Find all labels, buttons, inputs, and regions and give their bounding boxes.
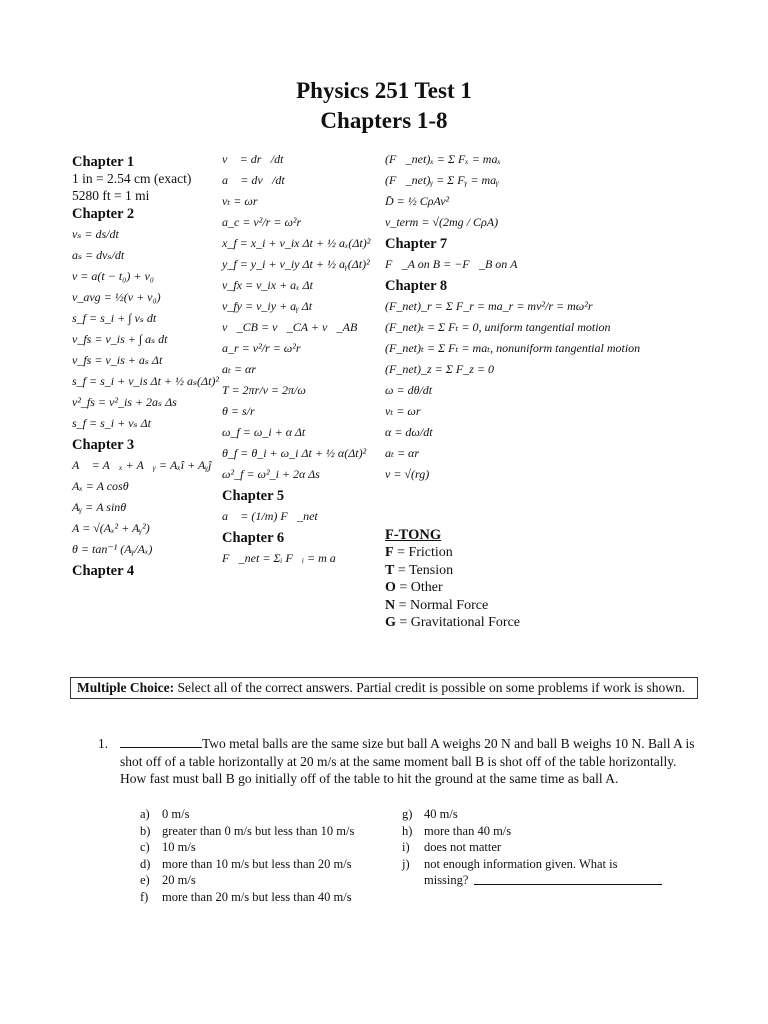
formula: D̄ = ½ CρAv² bbox=[385, 194, 450, 208]
multiple-choice-text: Select all of the correct answers. Partial credit is possible on some problems if work is shown. bbox=[174, 680, 686, 695]
option-text: more than 40 m/s bbox=[424, 823, 512, 838]
formula: y_f = y_i + v_iy Δt + ½ aᵧ(Δt)² bbox=[222, 257, 370, 271]
formula: ω²_f = ω²_i + 2α Δs bbox=[222, 467, 320, 481]
option-letter: g) bbox=[402, 807, 413, 821]
formula-column-2 bbox=[222, 148, 384, 571]
formula: (F⃗_net)ₓ = Σ Fₓ = maₓ bbox=[385, 152, 501, 166]
ftong-meaning: = Friction bbox=[393, 545, 453, 560]
formula: v = a(t − t₀) + v₀ bbox=[72, 269, 154, 283]
ftong-item bbox=[385, 614, 585, 632]
formula: s_f = s_i + v_is Δt + ½ aₛ(Δt)² bbox=[72, 374, 220, 388]
formula: v⃗_CB = v⃗_CA + v⃗_AB bbox=[222, 320, 358, 334]
option-text: more than 20 m/s but less than 40 m/s bbox=[162, 889, 352, 904]
ftong-letter: O bbox=[385, 580, 396, 595]
ftong-letter: F bbox=[385, 545, 394, 560]
formula: (F_net)_z = Σ F_z = 0 bbox=[385, 362, 494, 376]
option-letter: i) bbox=[402, 840, 410, 854]
option-letter: d) bbox=[140, 856, 151, 871]
formula-column-1 bbox=[72, 152, 222, 580]
option-text: 40 m/s bbox=[424, 807, 458, 821]
formula: Aₓ = A cosθ bbox=[72, 479, 129, 493]
formula: A⃗ = A⃗ₓ + A⃗ᵧ = Aₓî + Aᵧĵ bbox=[72, 458, 212, 472]
ftong-item bbox=[385, 544, 585, 562]
answer-option[interactable] bbox=[140, 889, 390, 906]
ftong-mnemonic bbox=[385, 527, 585, 632]
options-right bbox=[402, 806, 692, 889]
formula: v_fs = v_is + ∫ aₛ dt bbox=[72, 332, 168, 346]
chapter-heading: Chapter 1 bbox=[72, 154, 135, 170]
ftong-item bbox=[385, 579, 585, 597]
formula: (F_net)_r = Σ F_r = ma_r = mv²/r = mω²r bbox=[385, 299, 593, 313]
formula: v_fx = v_ix + aₓ Δt bbox=[222, 278, 313, 292]
formula: ω = dθ/dt bbox=[385, 383, 433, 397]
formula: aₜ = αr bbox=[385, 446, 420, 460]
formula: s_f = s_i + ∫ vₛ dt bbox=[72, 311, 157, 325]
option-text: not enough information given. What is bbox=[424, 856, 618, 871]
option-letter: b) bbox=[140, 823, 151, 838]
answer-option[interactable] bbox=[140, 839, 390, 856]
conversion-fact: 5280 ft = 1 mi bbox=[72, 187, 150, 203]
chapter-heading: Chapter 6 bbox=[222, 530, 285, 546]
formula: v²_fs = v²_is + 2aₛ Δs bbox=[72, 395, 177, 409]
ftong-meaning: = Normal Force bbox=[395, 597, 489, 613]
chapter-heading: Chapter 7 bbox=[385, 236, 448, 252]
answer-option[interactable] bbox=[140, 856, 390, 873]
option-text: 10 m/s bbox=[162, 840, 196, 854]
formula: a_r = v²/r = ω²r bbox=[222, 341, 301, 355]
formula: θ = s/r bbox=[222, 404, 255, 418]
conversion-fact: 1 in = 2.54 cm (exact) bbox=[72, 171, 192, 186]
chapter-heading: Chapter 8 bbox=[385, 278, 448, 294]
formula: v⃗ = dr⃗/dt bbox=[222, 152, 284, 166]
formula: F⃗_A on B = −F⃗_B on A bbox=[385, 257, 518, 271]
answer-option[interactable] bbox=[140, 872, 390, 889]
answer-option[interactable] bbox=[140, 806, 390, 823]
formula: v_avg = ½(v + v₀) bbox=[72, 290, 161, 304]
option-letter: c) bbox=[140, 840, 150, 854]
ftong-meaning: = Tension bbox=[394, 562, 454, 578]
answer-option[interactable] bbox=[402, 872, 692, 889]
chapter-heading: Chapter 3 bbox=[72, 437, 135, 453]
answer-option[interactable] bbox=[402, 823, 692, 840]
formula: vₜ = ωr bbox=[222, 194, 258, 208]
option-text: missing? bbox=[424, 873, 469, 887]
ftong-item bbox=[385, 562, 585, 580]
formula: a⃗ = (1/m) F⃗_net bbox=[222, 509, 318, 523]
option-letter: f) bbox=[140, 889, 149, 904]
page-title: Physics 251 Test 1 bbox=[296, 78, 472, 103]
option-text: 0 m/s bbox=[162, 807, 190, 821]
option-letter: h) bbox=[402, 823, 413, 838]
option-letter: a) bbox=[140, 807, 150, 821]
question-1 bbox=[98, 735, 698, 788]
formula: vₛ = ds/dt bbox=[72, 227, 119, 241]
answer-option[interactable] bbox=[402, 839, 692, 856]
formula: θ_f = θ_i + ω_i Δt + ½ α(Δt)² bbox=[222, 446, 367, 460]
answer-option[interactable] bbox=[140, 823, 390, 840]
missing-info-blank[interactable] bbox=[474, 872, 662, 885]
formula: A = √(Aₓ² + Aᵧ²) bbox=[72, 521, 150, 535]
multiple-choice-label: Multiple Choice: bbox=[77, 680, 175, 695]
formula: s_f = s_i + vₛ Δt bbox=[72, 416, 151, 430]
formula: θ = tan⁻¹ (Aᵧ/Aₓ) bbox=[72, 542, 153, 556]
formula-column-3 bbox=[385, 148, 685, 487]
option-text: more than 10 m/s but less than 20 m/s bbox=[162, 856, 352, 871]
multiple-choice-instructions bbox=[70, 677, 698, 699]
ftong-title: F-TONG bbox=[385, 527, 442, 543]
chapter-heading: Chapter 4 bbox=[72, 563, 135, 579]
option-letter: j) bbox=[402, 856, 410, 871]
formula: aₛ = dvₛ/dt bbox=[72, 248, 125, 262]
formula: Aᵧ = A sinθ bbox=[72, 500, 127, 514]
chapter-heading: Chapter 2 bbox=[72, 206, 135, 222]
formula: (F_net)ₜ = Σ Fₜ = maₜ, nonuniform tangential motion bbox=[385, 341, 641, 355]
answer-blank[interactable] bbox=[120, 735, 202, 748]
question-stem: Two metal balls are the same size but ball A weighs 20 N and ball B weighs 10 N. Ball A is shot off of a table horizontally at 20 m/s at the same moment ball B is shot off of the table horizontally. How fast must ball B go initially off of the table to hit the ground at the same time as ball A. bbox=[120, 736, 695, 786]
answer-option[interactable] bbox=[402, 806, 692, 823]
formula: (F_net)ₜ = Σ Fₜ = 0, uniform tangential motion bbox=[385, 320, 611, 334]
formula: v_fs = v_is + aₛ Δt bbox=[72, 353, 163, 367]
formula: x_f = x_i + v_ix Δt + ½ aₓ(Δt)² bbox=[222, 236, 371, 250]
question-number: 1. bbox=[98, 736, 109, 751]
options-left bbox=[140, 806, 390, 905]
option-letter: e) bbox=[140, 873, 150, 887]
ftong-letter: G bbox=[385, 615, 396, 630]
ftong-letter: N bbox=[385, 597, 396, 613]
option-letter bbox=[402, 872, 424, 889]
option-text: does not matter bbox=[424, 840, 502, 854]
formula: a_c = v²/r = ω²r bbox=[222, 215, 302, 229]
formula: T = 2πr/v = 2π/ω bbox=[222, 383, 306, 397]
formula: v_fy = v_iy + aᵧ Δt bbox=[222, 299, 313, 313]
formula: F⃗_net = Σᵢ F⃗ᵢ = m a⃗ bbox=[222, 551, 346, 565]
formula: ω_f = ω_i + α Δt bbox=[222, 425, 306, 439]
formula: α = dω/dt bbox=[385, 425, 433, 439]
ftong-meaning: = Other bbox=[395, 580, 443, 595]
ftong-item bbox=[385, 597, 585, 615]
formula: v = √(rg) bbox=[385, 467, 430, 481]
formula: (F⃗_net)ᵧ = Σ Fᵧ = maᵧ bbox=[385, 173, 499, 187]
formula: aₜ = αr bbox=[222, 362, 257, 376]
formula: v_term = √(2mg / CρA) bbox=[385, 215, 499, 229]
formula: a⃗ = dv⃗/dt bbox=[222, 173, 285, 187]
ftong-letter: T bbox=[385, 562, 395, 578]
formula: vₜ = ωr bbox=[385, 404, 421, 418]
chapter-heading: Chapter 5 bbox=[222, 488, 285, 504]
page-subtitle: Chapters 1-8 bbox=[320, 108, 448, 133]
option-text: greater than 0 m/s but less than 10 m/s bbox=[162, 823, 355, 838]
ftong-meaning: = Gravitational Force bbox=[395, 615, 521, 630]
option-text: 20 m/s bbox=[162, 873, 196, 887]
answer-option[interactable] bbox=[402, 856, 692, 873]
